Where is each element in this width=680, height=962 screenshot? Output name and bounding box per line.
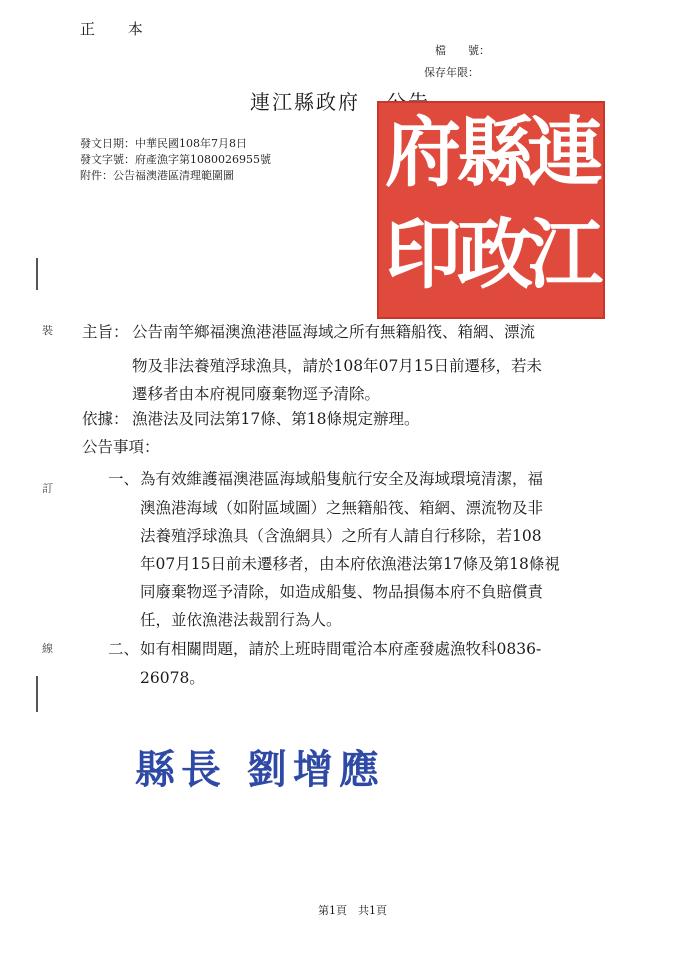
- attachment: 附件：公告福澳港區清理範圍圖: [80, 169, 234, 182]
- issue-date: 發文日期：中華民國108年7月8日: [80, 137, 247, 150]
- seal-char: 縣: [457, 108, 533, 197]
- binding-mark-top: 裝: [42, 324, 53, 337]
- seal-char: 江: [527, 210, 603, 299]
- file-number-label: 檔 號：: [435, 44, 490, 57]
- seal-char: 連: [527, 108, 603, 197]
- binding-mark-bottom: 線: [42, 642, 53, 655]
- item-line: 如有相關問題，請於上班時間電洽本府產發處漁牧科0836-: [140, 640, 542, 658]
- page-footer: 第1頁 共1頁: [318, 904, 387, 917]
- seal-char: 政: [457, 210, 533, 299]
- item-line: 法養殖浮球漁具（含漁網具）之所有人請自行移除，若108: [140, 527, 542, 545]
- subject-line: 物及非法養殖浮球漁具，請於108年07月15日前遷移，若未: [132, 357, 543, 375]
- item-line: 為有效維護福澳港區海域船隻航行安全及海域環境清潔，福: [140, 470, 544, 488]
- original-copy-mark: 正 本: [80, 20, 157, 38]
- item-line: 任，並依漁港法裁罰行為人。: [140, 611, 342, 629]
- retention-period-label: 保存年限：: [424, 66, 479, 79]
- seal-char: 府: [385, 108, 461, 197]
- binding-mark-middle: 訂: [42, 482, 53, 495]
- announcement-items-label: 公告事項：: [82, 438, 160, 456]
- title-organization: 連江縣政府: [250, 90, 360, 114]
- item-number: 一、: [108, 470, 140, 488]
- subject-line: 公告南竿鄉福澳漁港港區海域之所有無籍船筏、箱網、漂流: [132, 323, 536, 341]
- subject-line: 遷移者由本府視同廢棄物逕予清除。: [132, 385, 381, 403]
- item-line: 年07月15日前未遷移者，由本府依漁港法第17條及第18條視: [140, 555, 560, 573]
- binding-rule: [36, 676, 38, 712]
- seal-char: 印: [385, 210, 461, 299]
- official-seal: [377, 101, 605, 319]
- item-line: 同廢棄物逕予清除，如造成船隻、物品損傷本府不負賠償責: [140, 583, 544, 601]
- basis-label: 依據：: [82, 410, 129, 428]
- item-number: 二、: [108, 640, 140, 658]
- basis-text: 漁港法及同法第17條、第18條規定辦理。: [132, 410, 420, 428]
- issue-number: 發文字號：府產漁字第1080026955號: [80, 153, 271, 166]
- binding-rule: [36, 258, 38, 290]
- magistrate-signature: 縣長 劉增應: [135, 746, 385, 793]
- item-line: 澳漁港海域（如附區域圖）之無籍船筏、箱網、漂流物及非: [140, 499, 544, 517]
- item-line: 26078。: [140, 669, 205, 687]
- subject-label: 主旨：: [82, 323, 129, 341]
